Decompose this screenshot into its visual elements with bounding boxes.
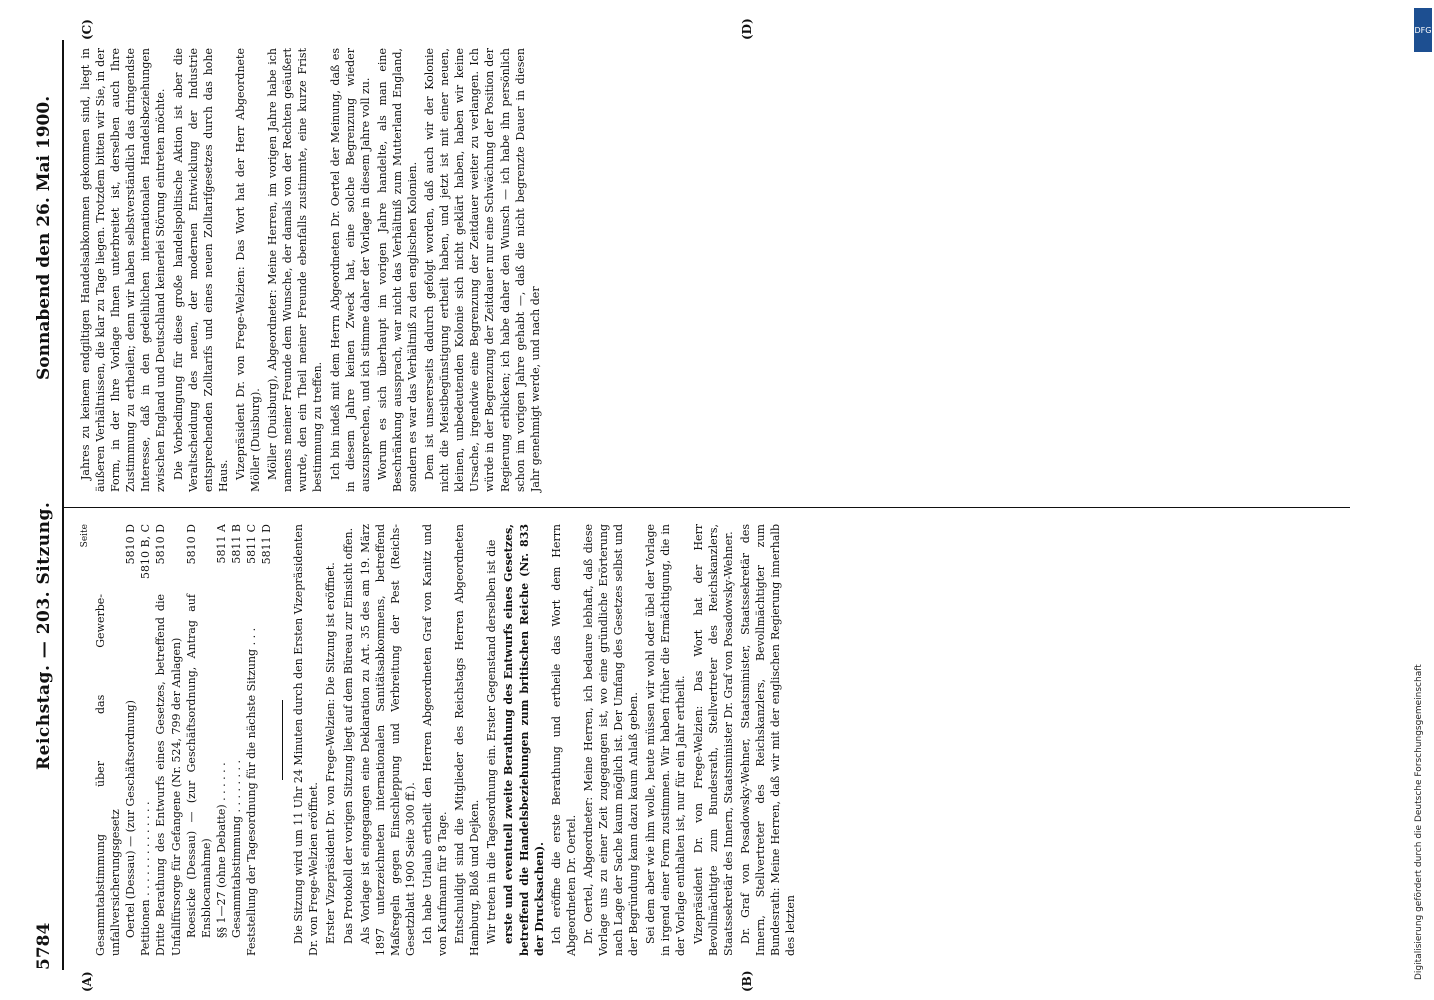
paragraph: Als Vorlage ist eingegangen eine Deklaration zu Art. 35 des am 19. März 1897 unterzeichneten internationalen Sanitätsabkommens, betreffend Maßregeln gegen Einschleppung und Verbreitung der Pest (Reichs-Gesetzblatt 1900 Seite 300 ff.). [358, 524, 417, 956]
session-date: Sonnabend den 26. Mai 1900. [34, 95, 54, 380]
paragraph: Die Vorbedingung für diese große handelspolitische Aktion ist aber die Veraltscheidung des neuen, der modernen Entwicklung der Industrie entsprechenden Zolltarifs und eines neuen Zolltarifgesetzes durch das hohe Haus. [171, 48, 230, 492]
right-column [78, 48, 545, 492]
header-rule [62, 40, 64, 970]
paragraph: Ich eröffne die erste Berathung und ertheile das Wort dem Herrn Abgeordneten Dr. Oertel. [549, 524, 578, 956]
digitization-credit: Digitalisierung gefördert durch die Deutsche Forschungsgemeinschaft [1414, 664, 1424, 980]
paragraph: Ich bin indeß mit dem Herrn Abgeordneten Dr. Oertel der Meinung, daß es in diesem Jahre keinen Zweck hat, eine solche Begrenzung wieder auszusprechen, und ich stimme daher der Vorlage in diesem Jahre voll zu. [328, 48, 372, 492]
left-column [78, 524, 800, 956]
page-header [28, 40, 62, 970]
separator-line [282, 700, 283, 780]
column-rule [64, 507, 1350, 508]
paragraph: Dr. Graf von Posadowsky-Wehner, Staatsminister, Staatssekretär des Innern, Stellvertreter des Reichskanzlers, Bevollmächtigter zum Bundesrath: Meine Herren, daß wir mit der englischen Regierung innerhalb des letzten [738, 524, 798, 956]
paragraph: Dr. Oertel, Abgeordneter: Meine Herren, ich bedaure lebhaft, daß diese Vorlage uns zu einer Zeit zugegangen ist, wo eine gründliche Erörterung nach Lage der Sache kaum möglich ist. Der Umfang des Gesetzes selbst und der Begründung kann dazu kaum Anlaß geben. [581, 524, 641, 956]
marker-d: (D) [740, 18, 754, 40]
toc-row: 5811 D [260, 524, 274, 565]
paragraph: Vizepräsident Dr. von Frege-Welzien: Das Wort hat der Herr Abgeordnete Möller (Duisburg). [233, 48, 263, 492]
paragraph: Möller (Duisburg), Abgeordneter: Meine Herren, im vorigen Jahre habe ich namens meiner Freunde dem Wunsche, der damals von der Rechten geäußert wurde, den ein Theil meiner Freunde ebenfalls zustimmte, eine kurze Frist bestimmung zu treffen. [266, 48, 325, 492]
toc-row: Petitionen . . . . . . . . . . . . . . 5810 B, C [139, 524, 153, 956]
paragraph: Ich habe Urlaub ertheilt den Herren Abgeordneten Graf von Kanitz und von Kaufmann für 8 Tage. [420, 524, 450, 956]
toc-seite-label: Seite [80, 524, 90, 548]
paragraph: Entschuldigt sind die Mitglieder des Reichstags Herren Abgeordneten Hamburg, Bloß und Dejken. [453, 524, 482, 956]
toc-row: Gesammtabstimmung . . . . . . . . 5811 B [229, 524, 243, 938]
paragraph: Die Sitzung wird um 11 Uhr 24 Minuten durch den Ersten Vizepräsidenten Dr. von Frege-Welzien eröffnet. [292, 524, 321, 956]
toc [93, 524, 274, 956]
paragraph: Jahres zu keinem endgiltigen Handelsabkommen gekommen sind, liegt in äußeren Verhältnissen, die klar zu Tage liegen. Trotzdem bitten wir Sie, in der Form, in der Ihre Vorlage Ihnen unterbreitet ist, derselben auch Ihre Zustimmung zu ertheilen; denn wir haben selbstverständlich das dringendste Interesse, daß in den gedeihlichen internationalen Handelsbeziehungen zwischen England und Deutschland keinerlei Störung eintreten möchte. [79, 48, 168, 492]
dfg-logo: DFG [1414, 8, 1432, 52]
paragraph: Vizepräsident Dr. von Frege-Welzien: Das Wort hat der Herr Bevollmächtigte zum Bundesrath, Stellvertreter des Reichskanzlers, Staatssekretär des Innern, Staatsminister Dr. Graf von Posadowsky-Wehner. [691, 524, 735, 956]
paragraph: Worum es sich überhaupt im vorigen Jahre handelte, als man eine Beschränkung aussprach, war nicht das Verhältniß zum Mutterland England, sondern es war das Verhältniß zu den englischen Kolonien. [375, 48, 419, 492]
toc-row: Feststellung der Tagesordnung für die nächste Sitzung . . . 5811 C [245, 524, 259, 956]
marker-c: (C) [80, 19, 94, 40]
toc-row: Gesammtabstimmung über das Gewerbe-unfallversicherungsgesetz [94, 594, 123, 956]
toc-row: §§ 1—27 (ohne Debatte) . . . . . . 5811 A [214, 524, 228, 938]
running-title: Reichstag. — 203. Sitzung. [34, 501, 54, 770]
marker-b: (B) [740, 970, 754, 992]
paragraph-bold: erste und eventuell zweite Berathung des Entwurfs eines Gesetzes, betreffend die Handelsbeziehungen zum britischen Reiche (Nr. 833 der Drucksachen). [502, 524, 546, 956]
toc-row: Dritte Berathung des Entwurfs eines Gesetzes, betreffend die Unfallfürsorge für Gefangene (Nr. 524, 799 der Anlagen) 5810 D [154, 524, 183, 956]
paragraph: Erster Vizepräsident Dr. von Frege-Welzien: Die Sitzung ist eröffnet. [324, 562, 338, 944]
paragraph: Sei dem aber wie ihm wolle, heute müssen wir wohl oder übel der Vorlage in irgend einer Form zustimmen. Wir haben früher die Ermächtigung, die in der Vorlage enthalten ist, nur für ein Jahr ertheilt. [644, 524, 688, 956]
paragraph: Wir treten in die Tagesordnung ein. Erster Gegenstand derselben ist die [485, 539, 499, 944]
paragraph: Das Protokoll der vorigen Sitzung liegt auf dem Büreau zur Einsicht offen. [341, 527, 355, 944]
toc-row: Oertel (Dessau) — (zur Geschäftsordnung) 5810 D [124, 524, 138, 938]
digitization-sidebar [1410, 0, 1434, 1000]
paragraph: Dem ist unsererseits dadurch gefolgt worden, daß auch wir der Kolonie nicht die Meistbegünstigung ertheilt haben, und jetzt ist mit einer neuen, kleinen, unbedeutenden Kolonie sich nicht geklärt haben, haben wir keine Ursache, irgendwie eine Begrenzung der Zeitdauer weiter zu verlangen. Ich würde in der Begrenzung der Zeitdauer nur eine Schwächung der Position der Regierung erblicken; ich habe daher den Wunsch — ich habe ihn persönlich schon im vorigen Jahre gehabt —, daß die nicht begrenzte Dauer in diesen Jahr genehmigt werde, und nach der [423, 48, 542, 492]
toc-row: Roesicke (Dessau) — (zur Geschäftsordnung, Antrag auf Ensblocannahme) 5810 D [184, 524, 213, 938]
page-number: 5784 [34, 922, 54, 970]
marker-a: (A) [80, 971, 94, 992]
